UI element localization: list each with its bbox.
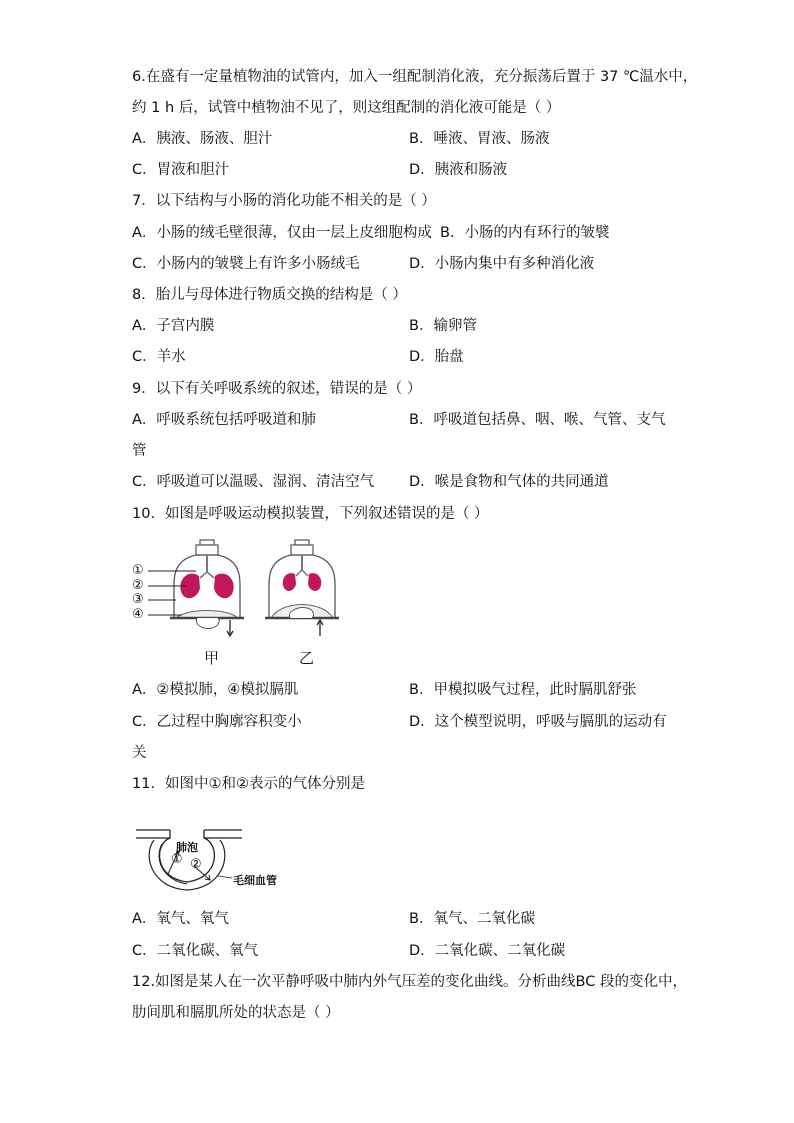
q10-option-d-wrap: 关 bbox=[132, 745, 147, 761]
q11-option-b: B．氧气、二氧化碳 bbox=[409, 911, 535, 927]
q9-option-b-wrap: 管 bbox=[132, 443, 147, 459]
q6-stem-line-2: 约 1 h 后，试管中植物油不见了，则这组配制的消化液可能是（ ） bbox=[132, 100, 561, 116]
figure-label-yi: 乙 bbox=[299, 649, 315, 667]
q10-option-d: D．这个模型说明，呼吸与膈肌的运动有 bbox=[409, 714, 667, 730]
bell-jar-left bbox=[170, 540, 244, 636]
q9-option-c: C．呼吸道可以温暖、湿润、清洁空气 bbox=[132, 474, 375, 490]
q9-option-b: B．呼吸道包括鼻、咽、喉、气管、支气 bbox=[409, 412, 666, 428]
q12-stem-line-1: 12.如图是某人在一次平静呼吸中肺内外气压差的变化曲线。分析曲线BC 段的变化中， bbox=[132, 974, 687, 990]
q8-option-b: B．输卵管 bbox=[409, 318, 477, 334]
q8-option-c: C．羊水 bbox=[132, 349, 186, 365]
marker-1: ① bbox=[132, 563, 144, 578]
q6-option-d: D．胰液和肠液 bbox=[409, 162, 508, 178]
q6-option-b: B．唾液、胃液、肠液 bbox=[409, 131, 550, 147]
lung-right-jar-2 bbox=[308, 573, 321, 591]
q7-option-b: B．小肠的内有环行的皱襞 bbox=[440, 225, 610, 241]
q6-option-c: C．胃液和胆汁 bbox=[132, 162, 230, 178]
q11-stem: 11．如图中①和②表示的气体分别是 bbox=[132, 776, 365, 792]
q11-option-c: C．二氧化碳、氧气 bbox=[132, 943, 259, 959]
breathing-model-figure bbox=[132, 538, 347, 643]
q7-stem: 7．以下结构与小肠的消化功能不相关的是（ ） bbox=[132, 193, 436, 209]
hand-left bbox=[196, 618, 219, 628]
marker-4: ④ bbox=[132, 607, 144, 622]
q9-stem: 9．以下有关呼吸系统的叙述，错误的是（ ） bbox=[132, 381, 422, 397]
q11-option-a: A．氧气、氧气 bbox=[132, 911, 229, 927]
q11-option-d: D．二氧化碳、二氧化碳 bbox=[409, 943, 566, 959]
q8-stem: 8．胎儿与母体进行物质交换的结构是（ ） bbox=[132, 287, 407, 303]
q9-option-a: A．呼吸系统包括呼吸道和肺 bbox=[132, 412, 316, 428]
q6-option-a: A．胰液、肠液、胆汁 bbox=[132, 131, 273, 147]
q7-option-c: C．小肠内的皱襞上有许多小肠绒毛 bbox=[132, 256, 360, 272]
lung-left-jar-2 bbox=[214, 574, 234, 599]
lung-right-jar-1 bbox=[283, 573, 296, 591]
q7-option-a: A．小肠的绒毛壁很薄，仅由一层上皮细胞构成 bbox=[132, 225, 432, 241]
bell-jar-right bbox=[265, 540, 339, 636]
q8-option-d: D．胎盘 bbox=[409, 349, 464, 365]
q9-option-d: D．喉是食物和气体的共同通道 bbox=[409, 474, 609, 490]
q7-option-d: D．小肠内集中有多种消化液 bbox=[409, 256, 595, 272]
q10-option-c: C．乙过程中胸廓容积变小 bbox=[132, 714, 302, 730]
gas-marker-2: ② bbox=[190, 857, 202, 872]
gas-marker-1: ① bbox=[171, 852, 183, 867]
figure-label-jia: 甲 bbox=[204, 649, 220, 667]
capillary-label: 毛细血管 bbox=[233, 874, 277, 887]
marker-3: ③ bbox=[132, 592, 144, 607]
q10-option-a: A．②模拟肺，④模拟膈肌 bbox=[132, 682, 299, 698]
q10-stem: 10．如图是呼吸运动模拟装置，下列叙述错误的是（ ） bbox=[132, 506, 489, 522]
q10-option-b: B．甲模拟吸气过程，此时膈肌舒张 bbox=[409, 682, 637, 698]
q6-stem-line-1: 6.在盛有一定量植物油的试管内，加入一组配制消化液，充分振荡后置于 37 ℃温水中， bbox=[132, 69, 698, 85]
alveolus-label: 肺泡 bbox=[176, 841, 198, 854]
q8-option-a: A．子宫内膜 bbox=[132, 318, 215, 334]
marker-2: ② bbox=[132, 578, 144, 593]
q12-stem-line-2: 肋间肌和膈肌所处的状态是（ ） bbox=[132, 1005, 340, 1021]
